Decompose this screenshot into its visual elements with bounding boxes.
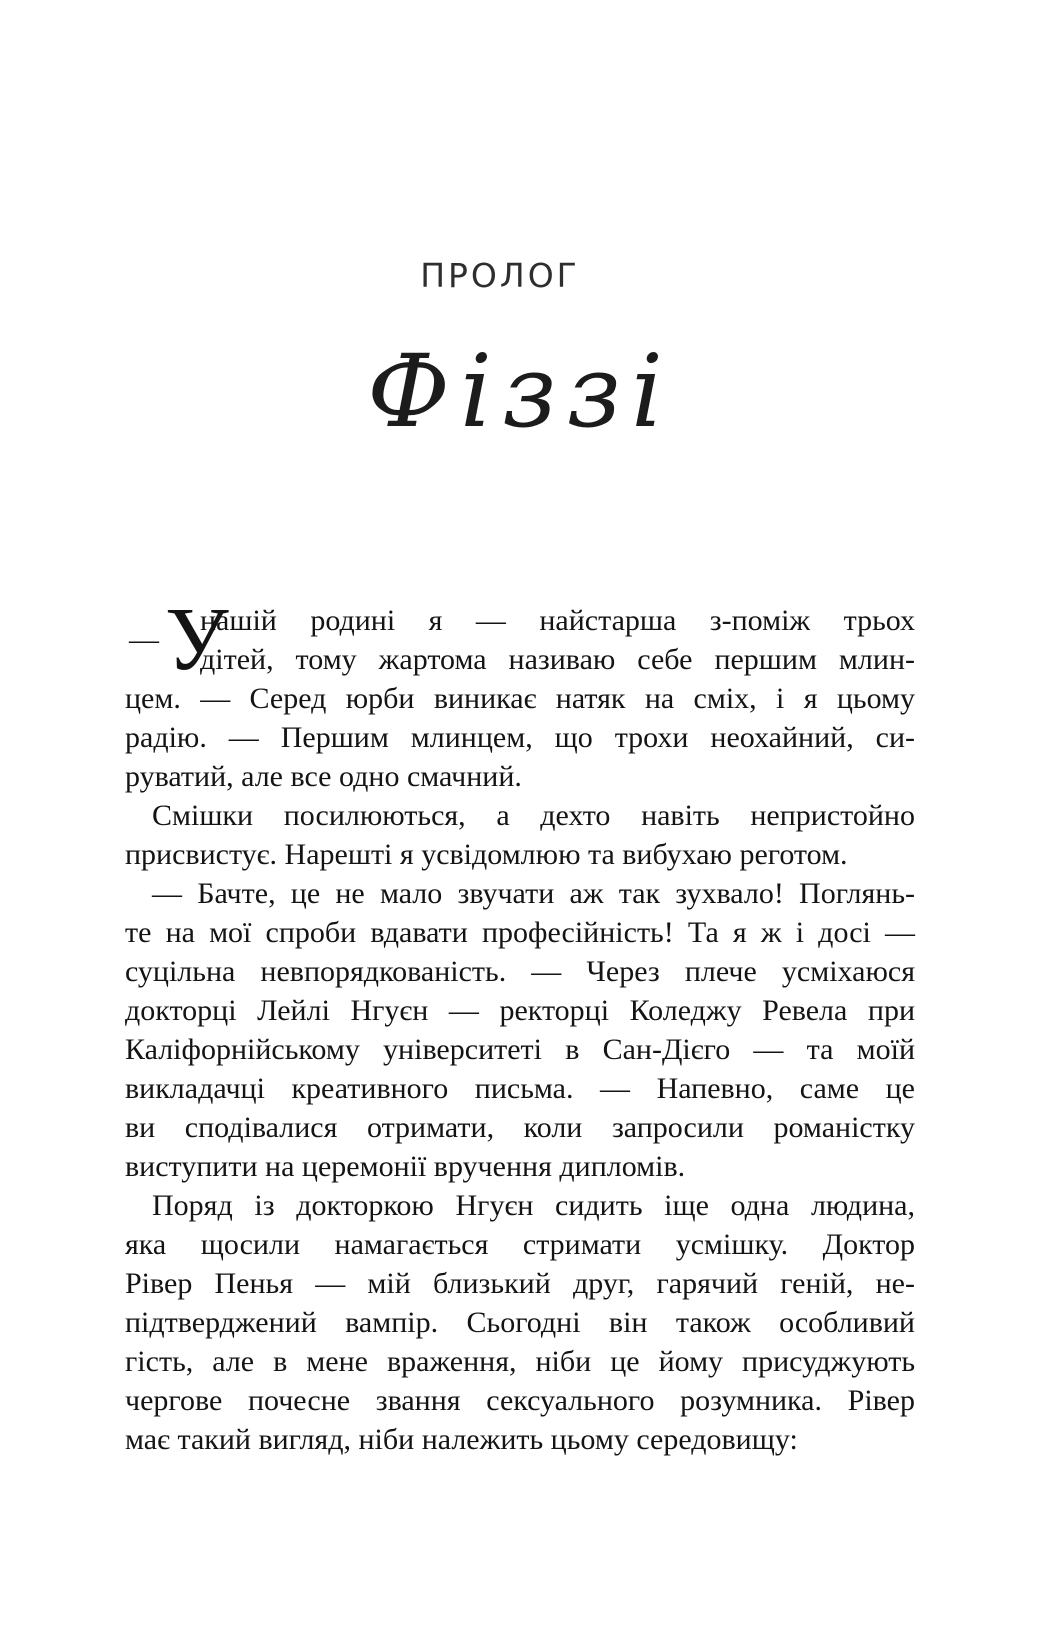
text-line: суцільна невпорядкованість. — Через плече усміхаюся xyxy=(125,955,915,988)
text-line: дітей, тому жартома називаю себе першим млин- xyxy=(200,643,915,676)
text-line: виступити на церемонії вручення дипломів. xyxy=(125,1150,686,1183)
text-line: викладачці креативного письма. — Напевно, саме це xyxy=(125,1072,915,1105)
body-text xyxy=(125,590,915,1459)
text-line: цем. — Серед юрби виникає натяк на сміх, і я цьому xyxy=(125,682,915,715)
text-line: Смішки посилюються, а дехто навіть непристойно xyxy=(152,799,915,832)
paragraph-opening xyxy=(125,590,915,796)
text-line: радію. — Першим млинцем, що трохи неохайний, си- xyxy=(125,721,915,754)
text-line: Рівер Пенья — мій близький друг, гарячий геній, не- xyxy=(125,1267,915,1300)
paragraph-laughter xyxy=(125,796,915,874)
text-line: те на мої спроби вдавати професійність! Та я ж і досі — xyxy=(125,916,915,949)
text-line: чергове почесне звання сексуального розумника. Рівер xyxy=(125,1384,915,1417)
text-line: Каліфорнійському університеті в Сан-Дієго — та моїй xyxy=(125,1033,915,1066)
text-line: нашій родині я — найстарша з-поміж трьох xyxy=(200,604,915,637)
text-line: Поряд із докторкою Нгуєн сидить іще одна людина, xyxy=(152,1189,915,1222)
text-line: присвистує. Нарешті я усвідомлюю та вибухаю реготом. xyxy=(125,838,848,871)
paragraph-dialogue xyxy=(125,874,915,1186)
text-line: — Бачте, це не мало звучати аж так зухвало! Поглянь- xyxy=(152,877,915,910)
text-line: руватий, але все одно смачний. xyxy=(125,760,522,793)
drop-cap xyxy=(125,590,229,689)
text-line: гість, але в мене враження, ніби це йому присуджують xyxy=(125,1345,915,1378)
text-line: підтверджений вампір. Сьогодні він також особливий xyxy=(125,1306,915,1339)
paragraph-river xyxy=(125,1186,915,1459)
drop-cap-letter: У xyxy=(165,590,229,689)
text-line: яка щосили намагається стримати усмішку. Доктор xyxy=(125,1228,915,1261)
text-line: має такий вигляд, ніби належить цьому середовищу: xyxy=(125,1423,798,1456)
dialogue-dash: — xyxy=(129,623,159,656)
pov-name-script: Фіззі xyxy=(366,333,674,450)
text-line: докторці Лейлі Нгуєн — ректорці Коледжу Ревела при xyxy=(125,994,915,1027)
text-line: ви сподівалися отримати, коли запросили романістку xyxy=(125,1111,915,1144)
chapter-title: ПРОЛОГ xyxy=(420,256,580,295)
